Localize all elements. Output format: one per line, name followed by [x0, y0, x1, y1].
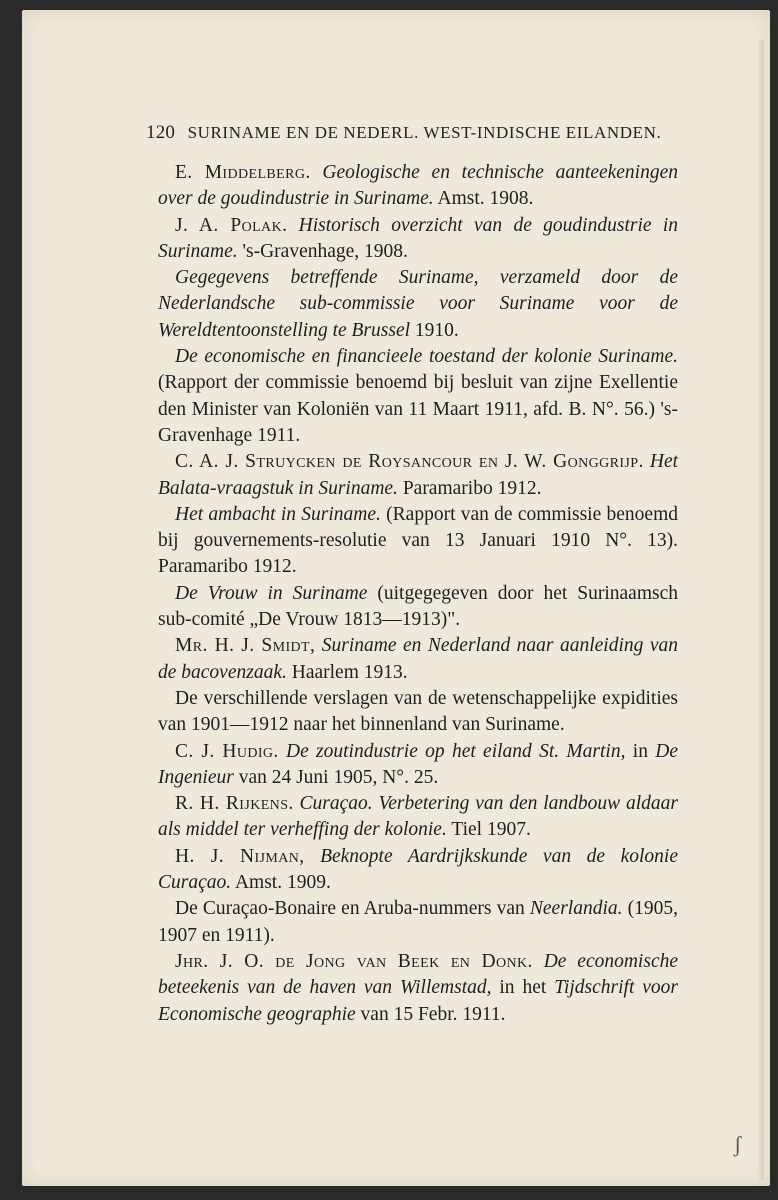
entry-title: Geologische en technische aanteekeningen over de goudindustrie in Suriname. — [158, 162, 679, 210]
entry-author: H. J. Nijman, — [175, 845, 305, 867]
entry-author: Mr. H. J. Smidt, — [175, 635, 316, 657]
entry-title: De economische en financieele toestand der kolonie Suriname. — [175, 346, 678, 368]
entry-journal: De Ingenieur — [158, 740, 678, 788]
entry-publication: Paramaribo 1912. — [402, 477, 542, 499]
entry-author: J. A. Polak. — [175, 214, 288, 236]
pencil-mark-icon: ʃ — [734, 1132, 742, 1157]
entry-publication-detail: (1905, 1907 en 1911). — [158, 898, 679, 946]
entry-author: Jhr. J. O. de Jong van Beek en Donk. — [175, 950, 533, 972]
entry-publication: 's-Gravenhage, 1908. — [242, 240, 408, 262]
page-edge-shadow — [758, 40, 764, 1180]
running-title: SURINAME EN DE NEDERL. WEST-INDISCHE EILANDEN. — [187, 123, 662, 142]
entry-author: E. Middelberg. — [175, 162, 311, 183]
bibliography-entry — [158, 896, 678, 949]
entry-author: C. J. Hudig. — [175, 740, 279, 762]
bibliography-entry — [158, 449, 678, 502]
entry-publication: (Rapport van de commissie benoemd bij gouvernements-resolutie van 13 Januari 1910 N°. 13). Paramaribo 1912. — [158, 503, 678, 578]
entry-publication: (Rapport der commissie benoemd bij besluit van zijne Exellentie den Minister van Koloniën van 11 Maart 1911, afd. B. N°. 56.) 's-Gravenhage 1911. — [158, 372, 678, 446]
entry-publication-detail: van 15 Febr. 1911. — [360, 1003, 506, 1025]
entry-title: De economische beteekenis van de haven van Willemstad, — [158, 950, 679, 999]
bibliography-entry — [158, 791, 678, 844]
entry-title: Gegegevens betreffende Suriname, verzameld door de Nederlandsche sub-commissie voor Suriname voor de Wereldtentoonstelling te Brussel — [158, 267, 678, 341]
entry-publication: 1910. — [414, 319, 459, 341]
entry-publication: Haarlem 1913. — [291, 661, 408, 683]
bibliography-entry — [158, 344, 678, 449]
entry-publication: Amst. 1909. — [234, 872, 331, 894]
bibliography-entry — [158, 633, 678, 686]
entry-author: R. H. Rijkens. — [175, 793, 294, 815]
entry-publication: Amst. 1908. — [437, 188, 534, 210]
entry-publication: in het — [499, 977, 547, 999]
bibliography-list — [158, 160, 678, 1028]
entry-title: Suriname en Nederland naar aanleiding van de bacovenzaak. — [158, 635, 679, 683]
bibliography-entry — [158, 581, 678, 634]
entry-title: Neerlandia. — [529, 898, 623, 920]
page-number: 120 — [146, 122, 176, 143]
bibliography-entry — [158, 160, 678, 213]
entry-title: De zoutindustrie op het eiland St. Martin, — [285, 740, 626, 762]
bibliography-entry — [158, 686, 678, 739]
entry-title: Het ambacht in Suriname. — [175, 503, 381, 525]
entry-title: Het Balata-vraagstuk in Suriname. — [158, 451, 679, 499]
entry-journal: Tijdschrift voor Economische geographie — [158, 977, 679, 1025]
entry-title: Curaçao. Verbetering van den landbouw aldaar als middel ter verheffing der kolonie. — [158, 793, 679, 841]
bibliography-entry — [158, 502, 678, 581]
entry-author: C. A. J. Struycken de Roysancour en J. W. Gonggrijp. — [175, 451, 644, 473]
bibliography-entry — [158, 949, 678, 1028]
entry-title: Beknopte Aardrijkskunde van de kolonie Curaçao. — [158, 845, 679, 894]
bibliography-entry — [158, 739, 678, 792]
entry-publication: De Curaçao-Bonaire en Aruba-nummers van — [175, 898, 525, 920]
entry-title: Historisch overzicht van de goudindustrie in Suriname. — [158, 214, 678, 262]
entry-publication: in — [632, 740, 648, 762]
bibliography-entry — [158, 213, 678, 266]
running-header — [146, 122, 662, 144]
entry-publication: (uitgegegeven door het Surinaamsch sub-comité „De Vrouw 1813—1913)". — [158, 582, 679, 631]
bibliography-entry — [158, 265, 678, 344]
entry-publication: De verschillende verslagen van de wetenschappelijke expidities van 1901—1912 naar het binnenland van Suriname. — [158, 687, 678, 736]
entry-title: De Vrouw in Suriname — [175, 582, 368, 604]
entry-publication: Tiel 1907. — [451, 819, 531, 841]
entry-publication-detail: van 24 Juni 1905, N°. 25. — [238, 766, 439, 788]
bibliography-entry — [158, 844, 678, 897]
